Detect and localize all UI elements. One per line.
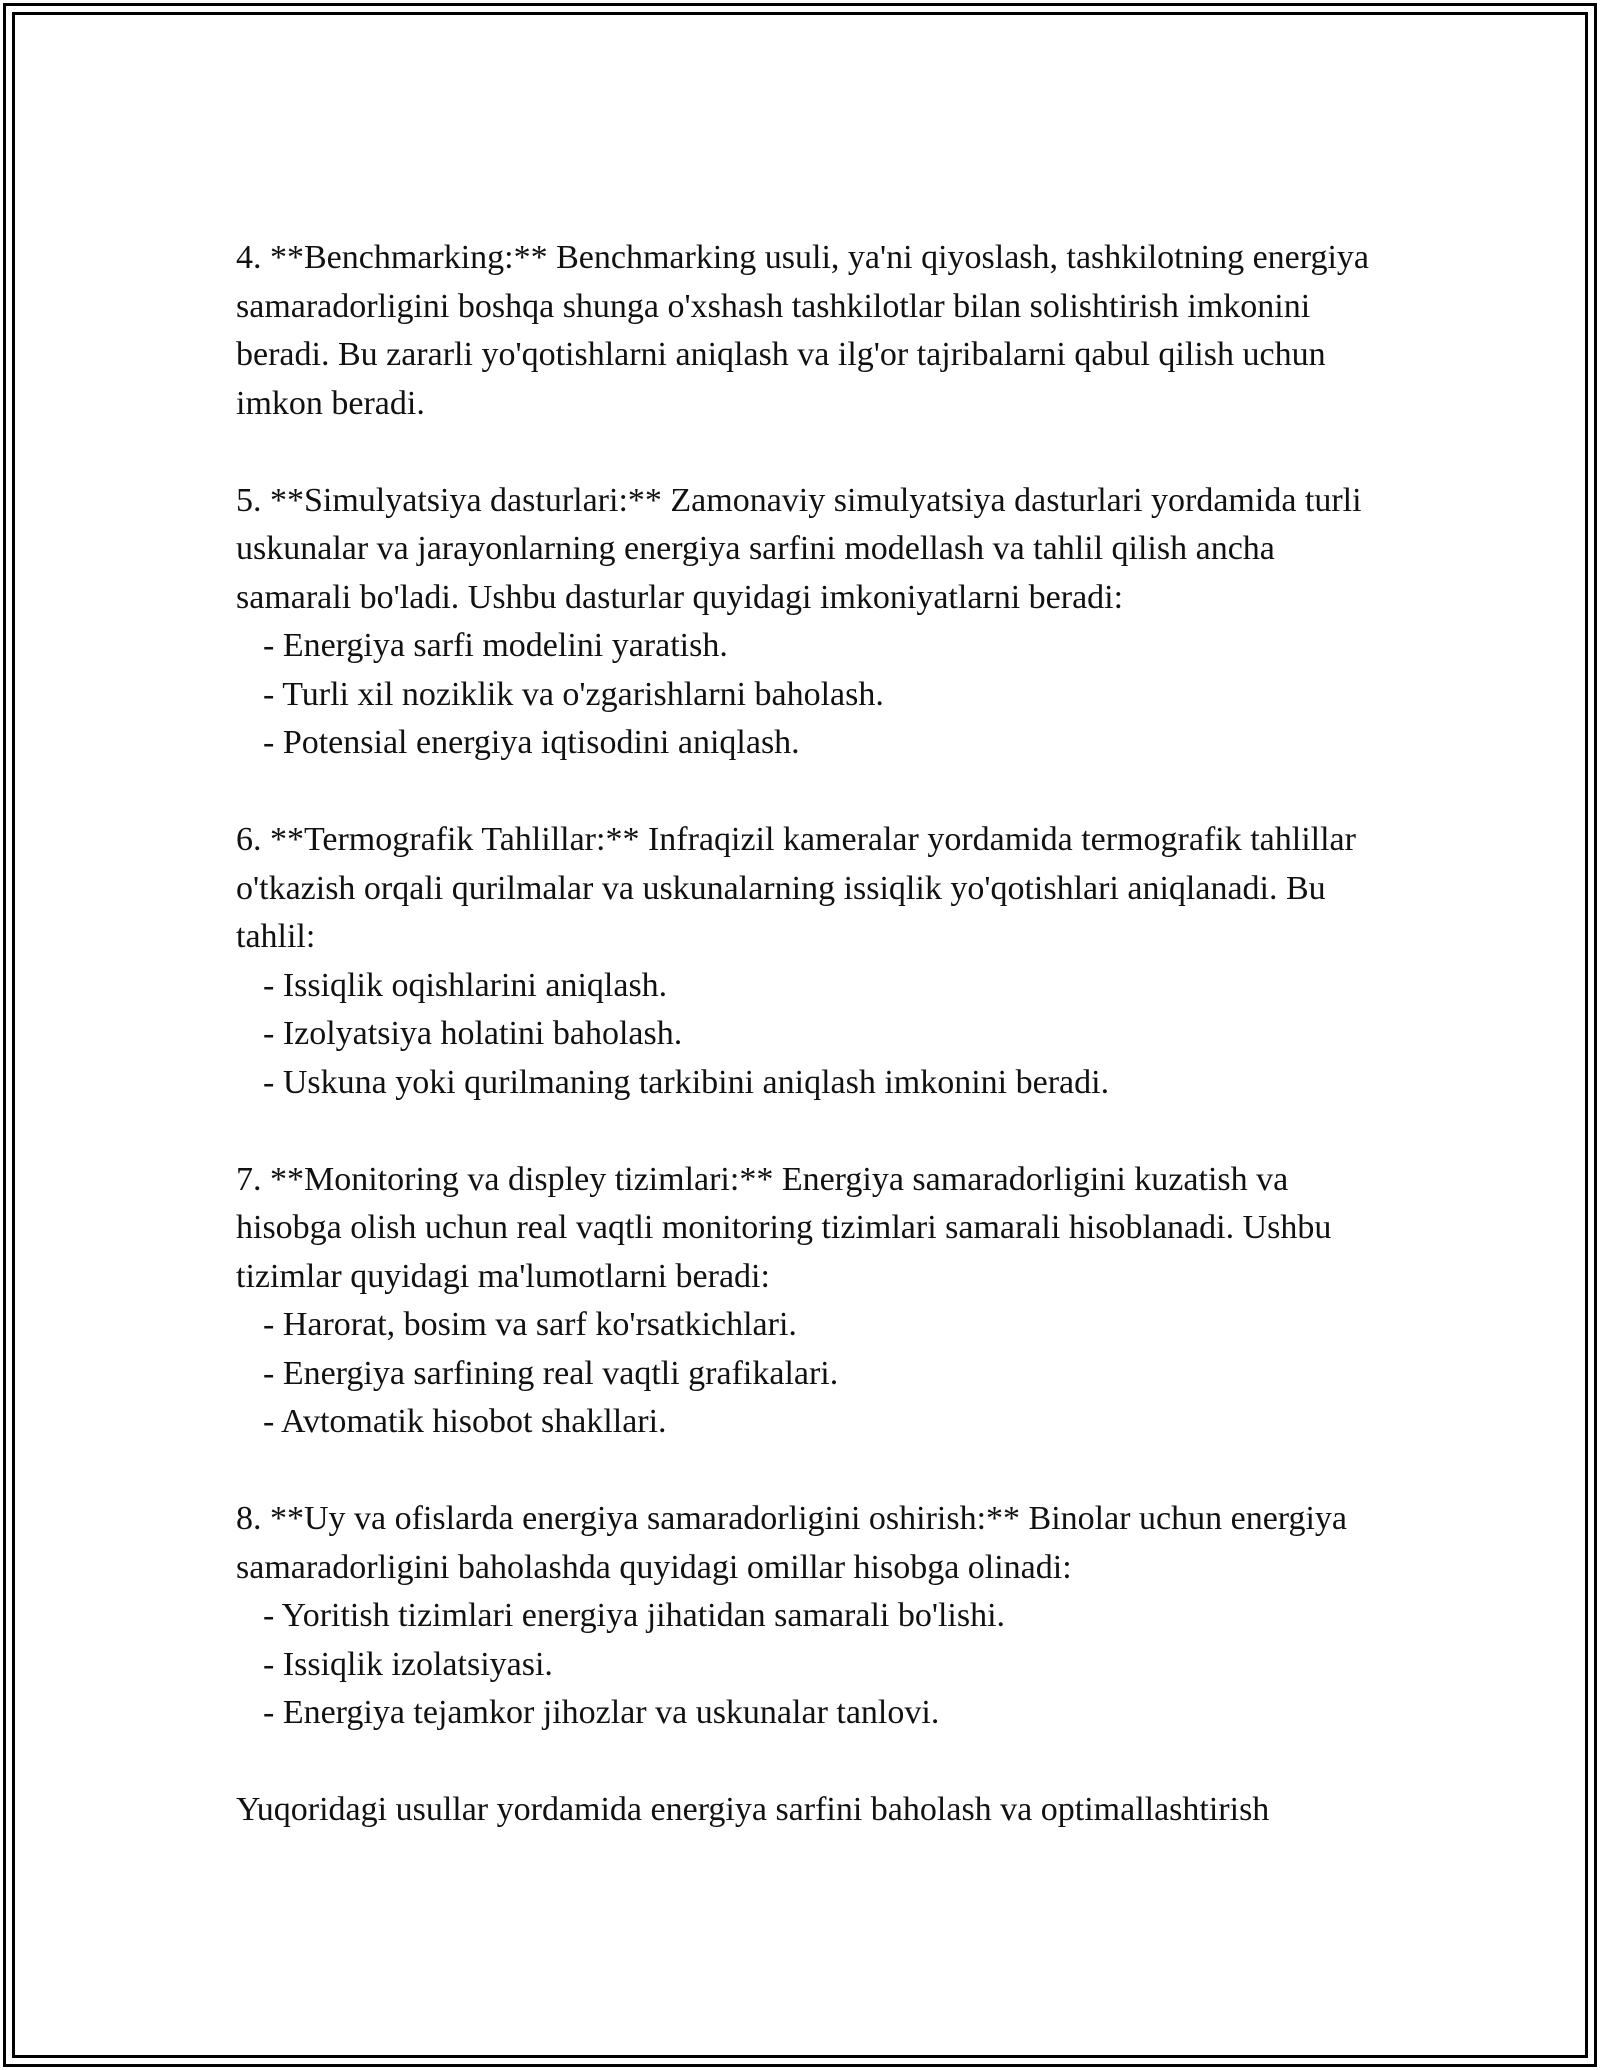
document-body <box>236 234 1396 1835</box>
section-text: 8. **Uy va ofislarda energiya samaradorligini oshirish:** Binolar uchun energiya samaradorligini baholashda quyidagi omillar hisobga olinadi: <box>236 1500 1348 1586</box>
section-text: 4. **Benchmarking:** Benchmarking usuli, ya'ni qiyoslash, tashkilotning energiya samaradorligini boshqa shunga o'xshash tashkilotlar bilan solishtirish imkonini beradi. Bu zararli yo'qotishlarni aniqlash va ilg'or tajribalarni qabul qilish uchun imkon beradi. <box>236 239 1369 422</box>
bullet-list <box>236 962 1396 1108</box>
section-benchmarking <box>236 234 1396 428</box>
bullet-item: - Issiqlik oqishlarini aniqlash. <box>263 966 668 1004</box>
bullet-list <box>236 622 1396 768</box>
bullet-item: - Uskuna yoki qurilmaning tarkibini aniqlash imkonini beradi. <box>263 1063 1110 1101</box>
bullet-item: - Energiya sarfining real vaqtli grafikalari. <box>263 1354 839 1392</box>
bullet-item: - Izolyatsiya holatini baholash. <box>263 1015 683 1052</box>
section-text: 5. **Simulyatsiya dasturlari:** Zamonaviy simulyatsiya dasturlari yordamida turli uskunalar va jarayonlarning energiya sarfini modellash va tahlil qilish ancha samarali bo'ladi. Ushbu dasturlar quyidagi imkoniyatlarni beradi: <box>236 481 1362 616</box>
bullet-list <box>236 1301 1396 1447</box>
section-text: 7. **Monitoring va displey tizimlari:** Energiya samaradorligini kuzatish va hisobga olish uchun real vaqtli monitoring tizimlari samarali hisoblanadi. Ushbu tizimlar quyidagi ma'lumotlarni beradi: <box>236 1160 1332 1295</box>
bullet-item: - Yoritish tizimlari energiya jihatidan samarali bo'lishi. <box>263 1597 1006 1634</box>
bullet-item: - Potensial energiya iqtisodini aniqlash. <box>263 724 800 761</box>
bullet-item: - Avtomatik hisobot shakllari. <box>263 1403 667 1440</box>
bullet-item: - Energiya sarfi modelini yaratish. <box>263 627 728 664</box>
section-simulation-software <box>236 477 1396 768</box>
section-text: 6. **Termografik Tahlillar:** Infraqizil kameralar yordamida termografik tahlillar o'tkazish orqali qurilmalar va uskunalarning issiqlik yo'qotishlari aniqlanadi. Bu tahlil: <box>236 821 1356 955</box>
closing-text: Yuqoridagi usullar yordamida energiya sarfini baholash va optimallashtirish <box>236 1791 1270 1828</box>
section-thermographic-analysis <box>236 816 1396 1107</box>
section-homes-offices <box>236 1495 1396 1738</box>
bullet-list <box>236 1592 1396 1738</box>
bullet-item: - Harorat, bosim va sarf ko'rsatkichlari. <box>263 1306 797 1343</box>
bullet-item: - Energiya tejamkor jihozlar va uskunalar tanlovi. <box>263 1694 940 1731</box>
section-monitoring-systems <box>236 1156 1396 1447</box>
bullet-item: - Turli xil noziklik va o'zgarishlarni baholash. <box>263 675 884 713</box>
bullet-item: - Issiqlik izolatsiyasi. <box>263 1645 553 1683</box>
